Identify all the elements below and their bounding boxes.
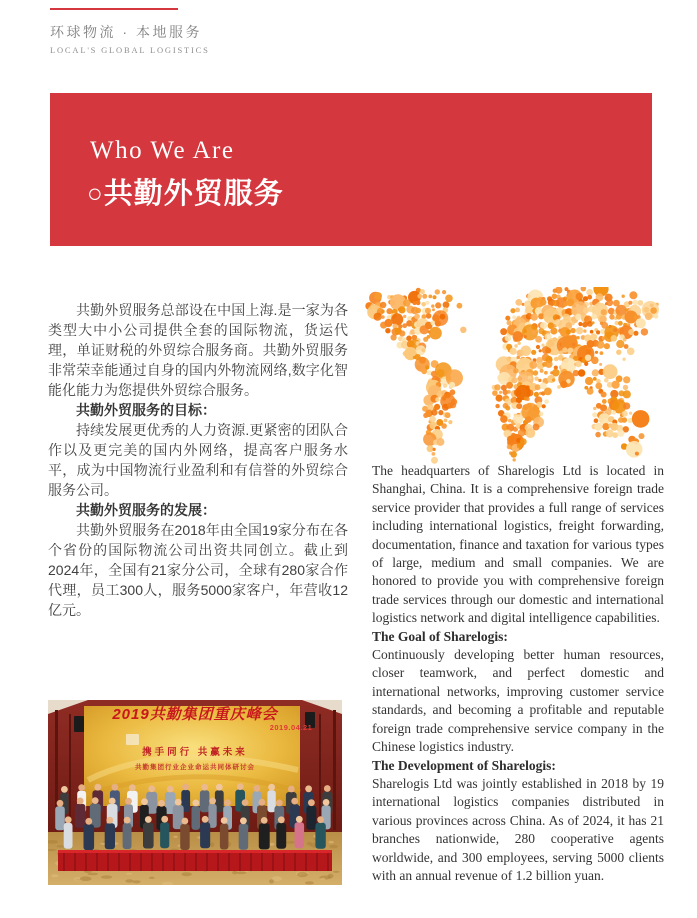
map-bubble xyxy=(623,390,631,398)
map-bubble xyxy=(623,385,628,390)
map-bubble xyxy=(505,335,512,342)
intro-paragraph-en: The headquarters of Sharelogis Ltd is located in Shanghai, China. It is a comprehensive foreign trade service provider that provides a full range of services including international logistics, freight forwarding, documentation, finance and taxation for various types of large, medium and small companies. We are honored to provide you with comprehensive foreign trade services through our domestic and international logistics network and digital intelligence capabilities. xyxy=(372,463,664,626)
map-bubble xyxy=(513,368,518,373)
carpet-motif xyxy=(305,881,314,884)
map-bubble xyxy=(535,384,541,390)
summit-group-photo xyxy=(48,700,342,885)
map-bubble xyxy=(425,301,429,305)
map-bubble xyxy=(421,368,427,374)
map-bubble xyxy=(508,419,512,423)
map-bubble xyxy=(594,423,602,431)
map-bubble xyxy=(443,384,447,388)
map-bubble xyxy=(426,313,432,319)
map-bubble xyxy=(385,328,390,333)
map-bubble xyxy=(534,377,538,381)
map-bubble xyxy=(627,348,635,356)
map-bubble xyxy=(505,316,510,321)
map-bubble xyxy=(494,384,500,390)
map-bubble xyxy=(555,287,562,294)
carpet-motif xyxy=(210,842,214,847)
map-bubble xyxy=(628,301,632,305)
map-bubble xyxy=(581,287,587,291)
map-bubble xyxy=(505,406,510,411)
map-bubble xyxy=(645,313,653,321)
map-bubble xyxy=(590,330,594,334)
development-paragraph-en: Sharelogis Ltd was jointly established in 2018 by 19 international logistics companies distributed in various provinces across China. As of 2024, it has 21 branches nationwide, 280 cooperative agents worldwide, and 300 employees, serving 5000 clients with an annual revenue of 1.2 billion yuan. xyxy=(372,775,664,883)
map-bubble xyxy=(593,377,597,381)
map-bubble xyxy=(415,308,421,314)
map-bubble xyxy=(634,331,639,336)
map-bubble xyxy=(575,314,581,320)
map-bubble xyxy=(420,325,429,334)
map-bubble xyxy=(417,294,422,299)
map-bubble xyxy=(521,346,532,357)
map-bubble xyxy=(539,412,543,416)
map-bubble xyxy=(597,341,605,349)
map-bubble xyxy=(422,294,427,299)
map-bubble xyxy=(507,390,511,394)
map-bubble xyxy=(442,290,446,294)
map-bubble xyxy=(554,357,559,362)
map-bubble xyxy=(612,410,616,414)
map-bubble xyxy=(586,289,593,296)
map-bubble xyxy=(592,321,595,324)
map-bubble xyxy=(595,351,598,354)
development-heading-zh: 共勤外贸服务的发展： xyxy=(76,502,216,518)
carpet-motif xyxy=(269,879,274,883)
person-figure xyxy=(220,817,229,849)
map-bubble xyxy=(591,357,599,365)
carpet-motif xyxy=(297,872,308,877)
map-bubble xyxy=(550,327,557,334)
map-bubble xyxy=(608,308,615,315)
carpet-motif xyxy=(329,841,334,844)
hero-banner xyxy=(50,93,652,246)
map-bubble xyxy=(528,376,532,380)
map-bubble xyxy=(566,329,571,334)
map-bubble xyxy=(511,377,517,383)
map-bubble xyxy=(457,303,463,309)
top-accent-rule xyxy=(50,8,178,10)
map-bubble xyxy=(623,338,627,342)
map-bubble xyxy=(626,441,643,458)
map-bubble xyxy=(616,350,621,355)
map-bubble xyxy=(414,314,420,320)
map-bubble xyxy=(507,320,512,325)
map-bubble xyxy=(572,343,576,347)
goal-paragraph-zh: 持续发展更优秀的人力资源.更紧密的团队合作以及更完美的国内外网络，提高客户服务水平，成为中国物流行业盈利和有信誉的外贸综合服务公司。 xyxy=(48,422,348,498)
map-bubble xyxy=(460,327,466,333)
map-bubble xyxy=(587,388,594,395)
map-bubble xyxy=(403,315,406,318)
map-bubble xyxy=(391,334,397,340)
red-table-skirt xyxy=(58,850,332,871)
wall-pilaster xyxy=(69,714,71,826)
table-skirt-highlight xyxy=(58,850,332,853)
map-bubble xyxy=(545,361,552,368)
carpet-motif xyxy=(329,845,338,848)
chinese-text-column xyxy=(48,300,348,620)
hero-subtitle: Who We Are xyxy=(90,137,235,164)
map-bubble xyxy=(506,382,513,389)
map-bubble xyxy=(562,347,567,352)
map-bubble xyxy=(629,412,632,415)
map-bubble xyxy=(576,336,579,339)
map-bubble xyxy=(603,364,618,379)
map-bubble xyxy=(420,289,425,294)
map-bubble xyxy=(595,383,602,390)
map-bubble xyxy=(516,356,520,360)
carpet-motif xyxy=(328,874,334,879)
map-bubble xyxy=(524,335,527,338)
map-bubble xyxy=(535,336,542,343)
map-bubble xyxy=(514,344,518,348)
map-bubble xyxy=(623,376,630,383)
map-bubble xyxy=(533,370,538,375)
map-bubble xyxy=(429,416,436,423)
map-bubble xyxy=(500,328,507,335)
map-bubble xyxy=(552,378,555,381)
map-bubble xyxy=(638,300,644,306)
map-bubble xyxy=(601,309,607,315)
map-bubble xyxy=(606,299,613,306)
map-bubble xyxy=(427,404,433,410)
hero-title-text: 共勤外贸服务 xyxy=(103,178,284,210)
map-bubble xyxy=(622,411,628,417)
map-bubble xyxy=(606,430,614,438)
goal-paragraph-en: Continuously developing better human resources, closer teamwork, and perfect domestic and international networks, improving customer service standards, and becoming a profitable and reputable foreign trade comprehensive service company in the Chinese logistics industry. xyxy=(372,647,664,755)
map-bubble xyxy=(560,381,567,388)
map-bubble xyxy=(398,306,405,313)
map-bubble xyxy=(406,336,412,342)
development-paragraph-zh: 共勤外贸服务在2018年由全国19家分布在各个省份的国际物流公司出资共同创立。截止到2024年，全国有21家分公司，全球有280家合作代理，员工300人，服务5000家客户，年营收12亿元。 xyxy=(48,522,348,618)
map-bubble xyxy=(544,371,548,375)
map-bubble xyxy=(538,379,541,382)
map-bubble xyxy=(495,404,499,408)
map-bubble xyxy=(435,397,439,401)
map-bubble xyxy=(515,299,522,306)
map-bubble xyxy=(507,445,512,450)
map-bubble xyxy=(496,395,503,402)
photo-subline: 共勤集团行业企业命运共同体研讨会 xyxy=(135,764,255,771)
circle-bullet-icon: ○ xyxy=(87,178,104,208)
goal-heading-zh: 共勤外贸服务的目标： xyxy=(76,402,216,418)
brand-tagline-zh: 环球物流 · 本地服务 xyxy=(50,24,202,40)
map-bubble xyxy=(544,388,552,396)
map-bubble xyxy=(443,301,450,308)
map-bubble xyxy=(525,306,533,314)
map-bubble xyxy=(540,369,544,373)
map-bubble xyxy=(593,407,596,410)
map-bubble xyxy=(578,369,586,377)
wall-pilaster xyxy=(333,710,336,830)
map-bubble xyxy=(596,330,600,334)
english-text-column xyxy=(372,462,664,885)
map-bubble xyxy=(583,329,586,332)
hero-title xyxy=(87,171,284,212)
map-bubble xyxy=(492,390,498,396)
map-bubble xyxy=(594,418,599,423)
map-bubble xyxy=(617,429,624,436)
carpet-motif xyxy=(51,874,59,877)
map-bubble xyxy=(449,382,455,388)
carpet-motif xyxy=(181,872,191,876)
carpet-motif xyxy=(87,873,98,876)
map-bubble xyxy=(515,308,520,313)
map-bubble xyxy=(428,295,432,299)
map-bubble xyxy=(510,348,517,355)
carpet-motif xyxy=(133,880,141,883)
map-bubble xyxy=(542,404,546,408)
map-bubble xyxy=(499,391,502,394)
map-bubble xyxy=(636,318,646,328)
map-bubble xyxy=(571,321,575,325)
carpet-motif xyxy=(173,836,177,838)
map-bubble xyxy=(545,348,551,354)
person-figure xyxy=(267,784,275,812)
photo-slogan: 携手同行 共赢未来 xyxy=(142,747,248,758)
map-bubble xyxy=(421,348,425,352)
map-bubble xyxy=(623,402,630,409)
map-bubble xyxy=(450,402,456,408)
map-bubble xyxy=(632,300,638,306)
map-bubble xyxy=(427,335,431,339)
map-bubble xyxy=(529,361,537,369)
map-bubble xyxy=(586,349,592,355)
map-bubble xyxy=(429,327,442,340)
map-bubble xyxy=(611,335,618,342)
map-bubble xyxy=(554,351,559,356)
map-bubble xyxy=(601,392,607,398)
map-bubble xyxy=(435,320,441,326)
map-bubble xyxy=(582,322,588,328)
map-bubble xyxy=(516,397,522,403)
map-bubble xyxy=(436,438,444,446)
map-bubble xyxy=(425,308,431,314)
map-bubble xyxy=(432,452,436,456)
map-bubble xyxy=(536,345,540,349)
person-figure xyxy=(192,800,201,830)
map-bubble xyxy=(513,414,523,424)
map-bubble xyxy=(438,410,443,415)
map-bubble xyxy=(592,369,599,376)
map-bubble xyxy=(584,362,588,366)
map-bubble xyxy=(552,369,560,377)
map-bubble xyxy=(632,410,650,428)
carpet-motif xyxy=(125,879,133,882)
development-heading-en: The Development of Sharelogis: xyxy=(372,757,556,773)
map-bubble xyxy=(431,304,434,307)
map-bubble xyxy=(604,343,610,349)
map-bubble xyxy=(576,293,584,301)
map-bubble xyxy=(510,308,515,313)
map-bubble xyxy=(518,342,521,345)
carpet-motif xyxy=(236,872,246,874)
photo-date: 2019.04.21 xyxy=(269,723,313,732)
map-bubble xyxy=(575,361,582,368)
map-bubble xyxy=(654,314,659,319)
map-bubble xyxy=(602,399,607,404)
map-bubble xyxy=(435,302,441,308)
map-bubble xyxy=(525,416,532,423)
map-bubble xyxy=(604,378,609,383)
map-bubble xyxy=(629,291,637,299)
map-bubble xyxy=(641,328,648,335)
map-bubble xyxy=(433,448,436,451)
map-bubble xyxy=(600,316,607,323)
brand-header xyxy=(50,22,210,55)
speaker-left xyxy=(74,716,84,732)
map-bubble xyxy=(445,295,453,303)
map-bubble xyxy=(444,419,448,423)
carpet-motif xyxy=(285,841,295,844)
map-bubble xyxy=(513,331,524,342)
carpet-motif xyxy=(126,873,133,875)
carpet-motif xyxy=(232,871,237,875)
carpet-motif xyxy=(80,876,92,881)
brand-tagline-en: LOCAL'S GLOBAL LOGISTICS xyxy=(50,45,210,55)
map-bubble xyxy=(570,328,575,333)
map-bubble xyxy=(540,299,547,306)
world-map-bubbles xyxy=(361,287,673,465)
map-bubble xyxy=(616,340,624,348)
map-bubble xyxy=(445,412,451,418)
photo-banner-title: 2019共勤集团重庆峰会 xyxy=(112,706,278,723)
map-bubble xyxy=(578,322,582,326)
map-bubble xyxy=(599,363,602,366)
carpet-motif xyxy=(333,871,340,873)
map-bubble xyxy=(416,300,421,305)
map-bubble xyxy=(622,417,628,423)
map-bubble xyxy=(618,321,623,326)
map-bubble xyxy=(381,310,385,314)
goal-heading-en: The Goal of Sharelogis: xyxy=(372,628,508,644)
map-bubble xyxy=(433,295,437,299)
map-bubble xyxy=(432,308,435,311)
map-bubble xyxy=(384,319,392,327)
map-bubble xyxy=(531,313,538,320)
carpet-motif xyxy=(101,875,112,878)
map-bubble xyxy=(510,451,517,458)
map-bubble xyxy=(609,314,614,319)
map-bubble xyxy=(628,329,634,335)
map-bubble xyxy=(650,307,657,314)
map-bubble xyxy=(622,295,625,298)
map-bubble xyxy=(380,302,386,308)
map-bubble xyxy=(374,313,382,321)
map-bubble xyxy=(434,404,440,410)
map-bubble xyxy=(592,412,597,417)
world-map-illustration xyxy=(361,287,673,465)
map-bubble xyxy=(374,292,382,300)
map-bubble xyxy=(591,314,597,320)
map-bubble xyxy=(391,313,403,325)
map-bubble xyxy=(435,289,440,294)
map-bubble xyxy=(635,452,639,456)
map-bubble xyxy=(585,377,593,385)
map-bubble xyxy=(441,423,447,429)
map-bubble xyxy=(427,445,434,452)
carpet-motif xyxy=(149,877,155,879)
intro-paragraph-zh: 共勤外贸服务总部设在中国上海.是一家为各类型大中小公司提供全套的国际物流，货运代理，单证财税的外贸综合服务商。共勤外贸服务非常荣幸能通过自身的国内外物流网络,数字化智能化能力为您提供外贸综合服务。 xyxy=(48,302,348,398)
carpet-motif xyxy=(321,878,326,880)
map-bubble xyxy=(448,420,452,424)
map-bubble xyxy=(531,350,536,355)
map-bubble xyxy=(587,295,592,300)
map-bubble xyxy=(539,349,542,352)
map-bubble xyxy=(431,409,437,415)
map-bubble xyxy=(500,415,508,423)
map-bubble xyxy=(624,344,629,349)
map-bubble xyxy=(576,327,583,334)
map-bubble xyxy=(399,330,405,336)
map-bubble xyxy=(622,358,625,361)
map-bubble xyxy=(517,443,522,448)
person-figure xyxy=(208,798,216,828)
map-bubble xyxy=(526,428,536,438)
map-bubble xyxy=(585,355,591,361)
map-bubble xyxy=(526,397,530,401)
map-bubble xyxy=(600,351,604,355)
map-bubble xyxy=(527,390,534,397)
map-bubble xyxy=(512,315,516,319)
map-bubble xyxy=(590,333,597,340)
map-bubble xyxy=(612,381,620,389)
map-bubble xyxy=(431,321,436,326)
map-bubble xyxy=(541,344,544,347)
map-bubble xyxy=(516,403,522,409)
map-bubble xyxy=(639,433,645,439)
map-bubble xyxy=(440,314,446,320)
map-bubble xyxy=(613,328,617,332)
map-bubble xyxy=(532,330,536,334)
map-bubble xyxy=(616,314,622,320)
map-bubble xyxy=(544,399,549,404)
map-bubble xyxy=(381,315,385,319)
map-bubble xyxy=(595,432,601,438)
